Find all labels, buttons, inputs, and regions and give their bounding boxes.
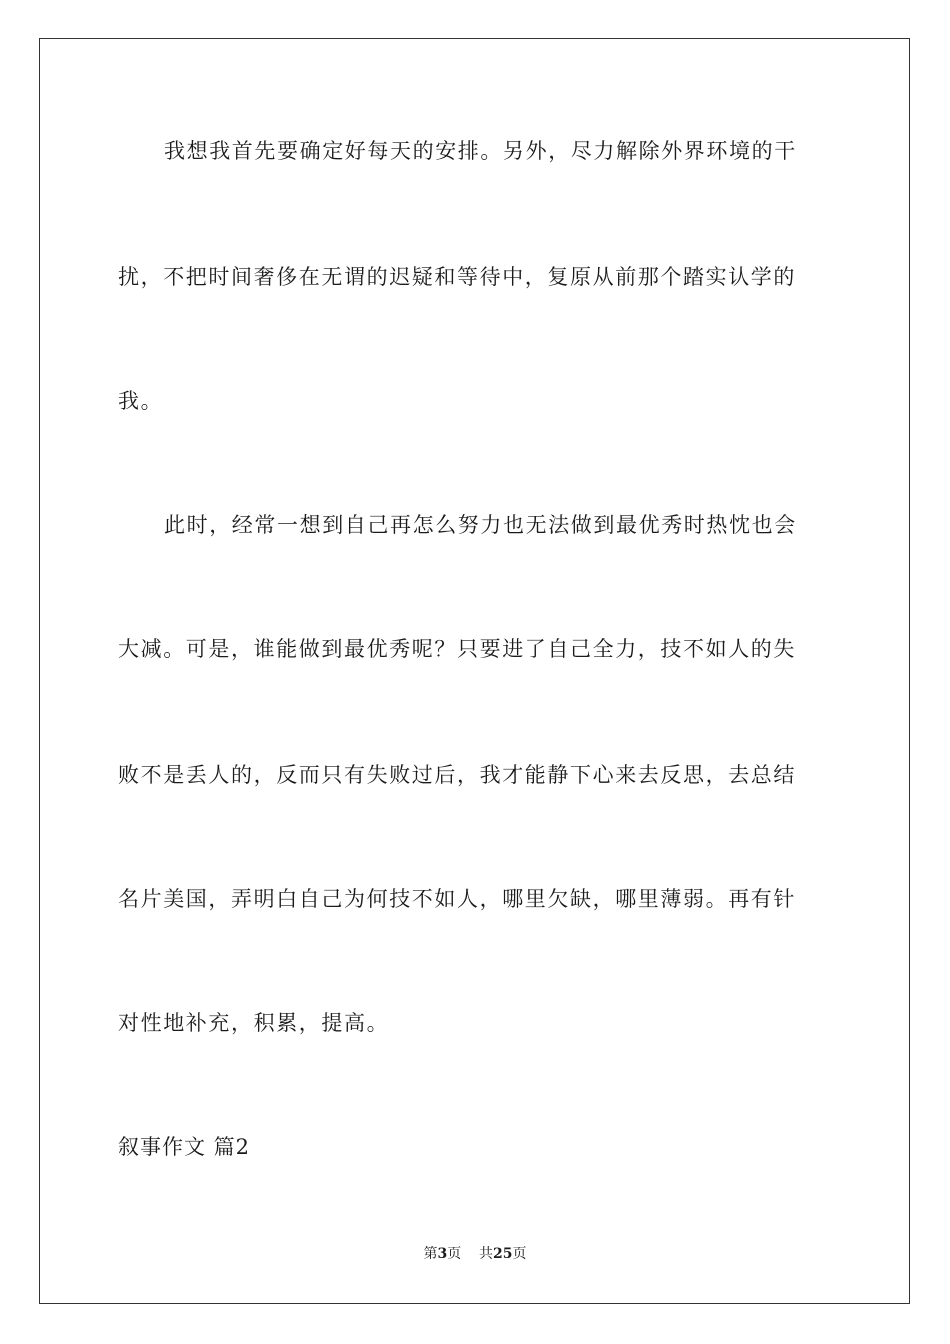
footer-prefix: 第	[423, 1246, 438, 1262]
section-heading: 叙事作文 篇2	[118, 1135, 251, 1159]
paragraph-2-line-2: 大减。可是，谁能做到最优秀呢？只要进了自己全力，技不如人的失	[118, 637, 796, 661]
footer-total-prefix: 共	[479, 1246, 494, 1262]
page-footer	[0, 1244, 950, 1264]
paragraph-2-line-4: 名片美国，弄明白自己为何技不如人，哪里欠缺，哪里薄弱。再有针	[118, 887, 796, 911]
page-border	[39, 38, 910, 1304]
footer-current-page: 3	[437, 1246, 448, 1262]
footer-total-suffix: 页	[512, 1246, 527, 1262]
paragraph-2-line-5: 对性地补充，积累，提高。	[118, 1011, 390, 1035]
footer-page-word: 页	[447, 1246, 462, 1262]
paragraph-2-line-1: 此时，经常一想到自己再怎么努力也无法做到最优秀时热忱也会	[164, 513, 797, 537]
paragraph-1-line-3: 我。	[118, 389, 164, 413]
footer-total-pages: 25	[493, 1246, 513, 1262]
paragraph-1-line-2: 扰，不把时间奢侈在无谓的迟疑和等待中，复原从前那个踏实认学的	[118, 265, 796, 289]
paragraph-1-line-1: 我想我首先要确定好每天的安排。另外，尽力解除外界环境的干	[164, 139, 797, 163]
paragraph-2-line-3: 败不是丢人的，反而只有失败过后，我才能静下心来去反思，去总结	[118, 763, 796, 787]
